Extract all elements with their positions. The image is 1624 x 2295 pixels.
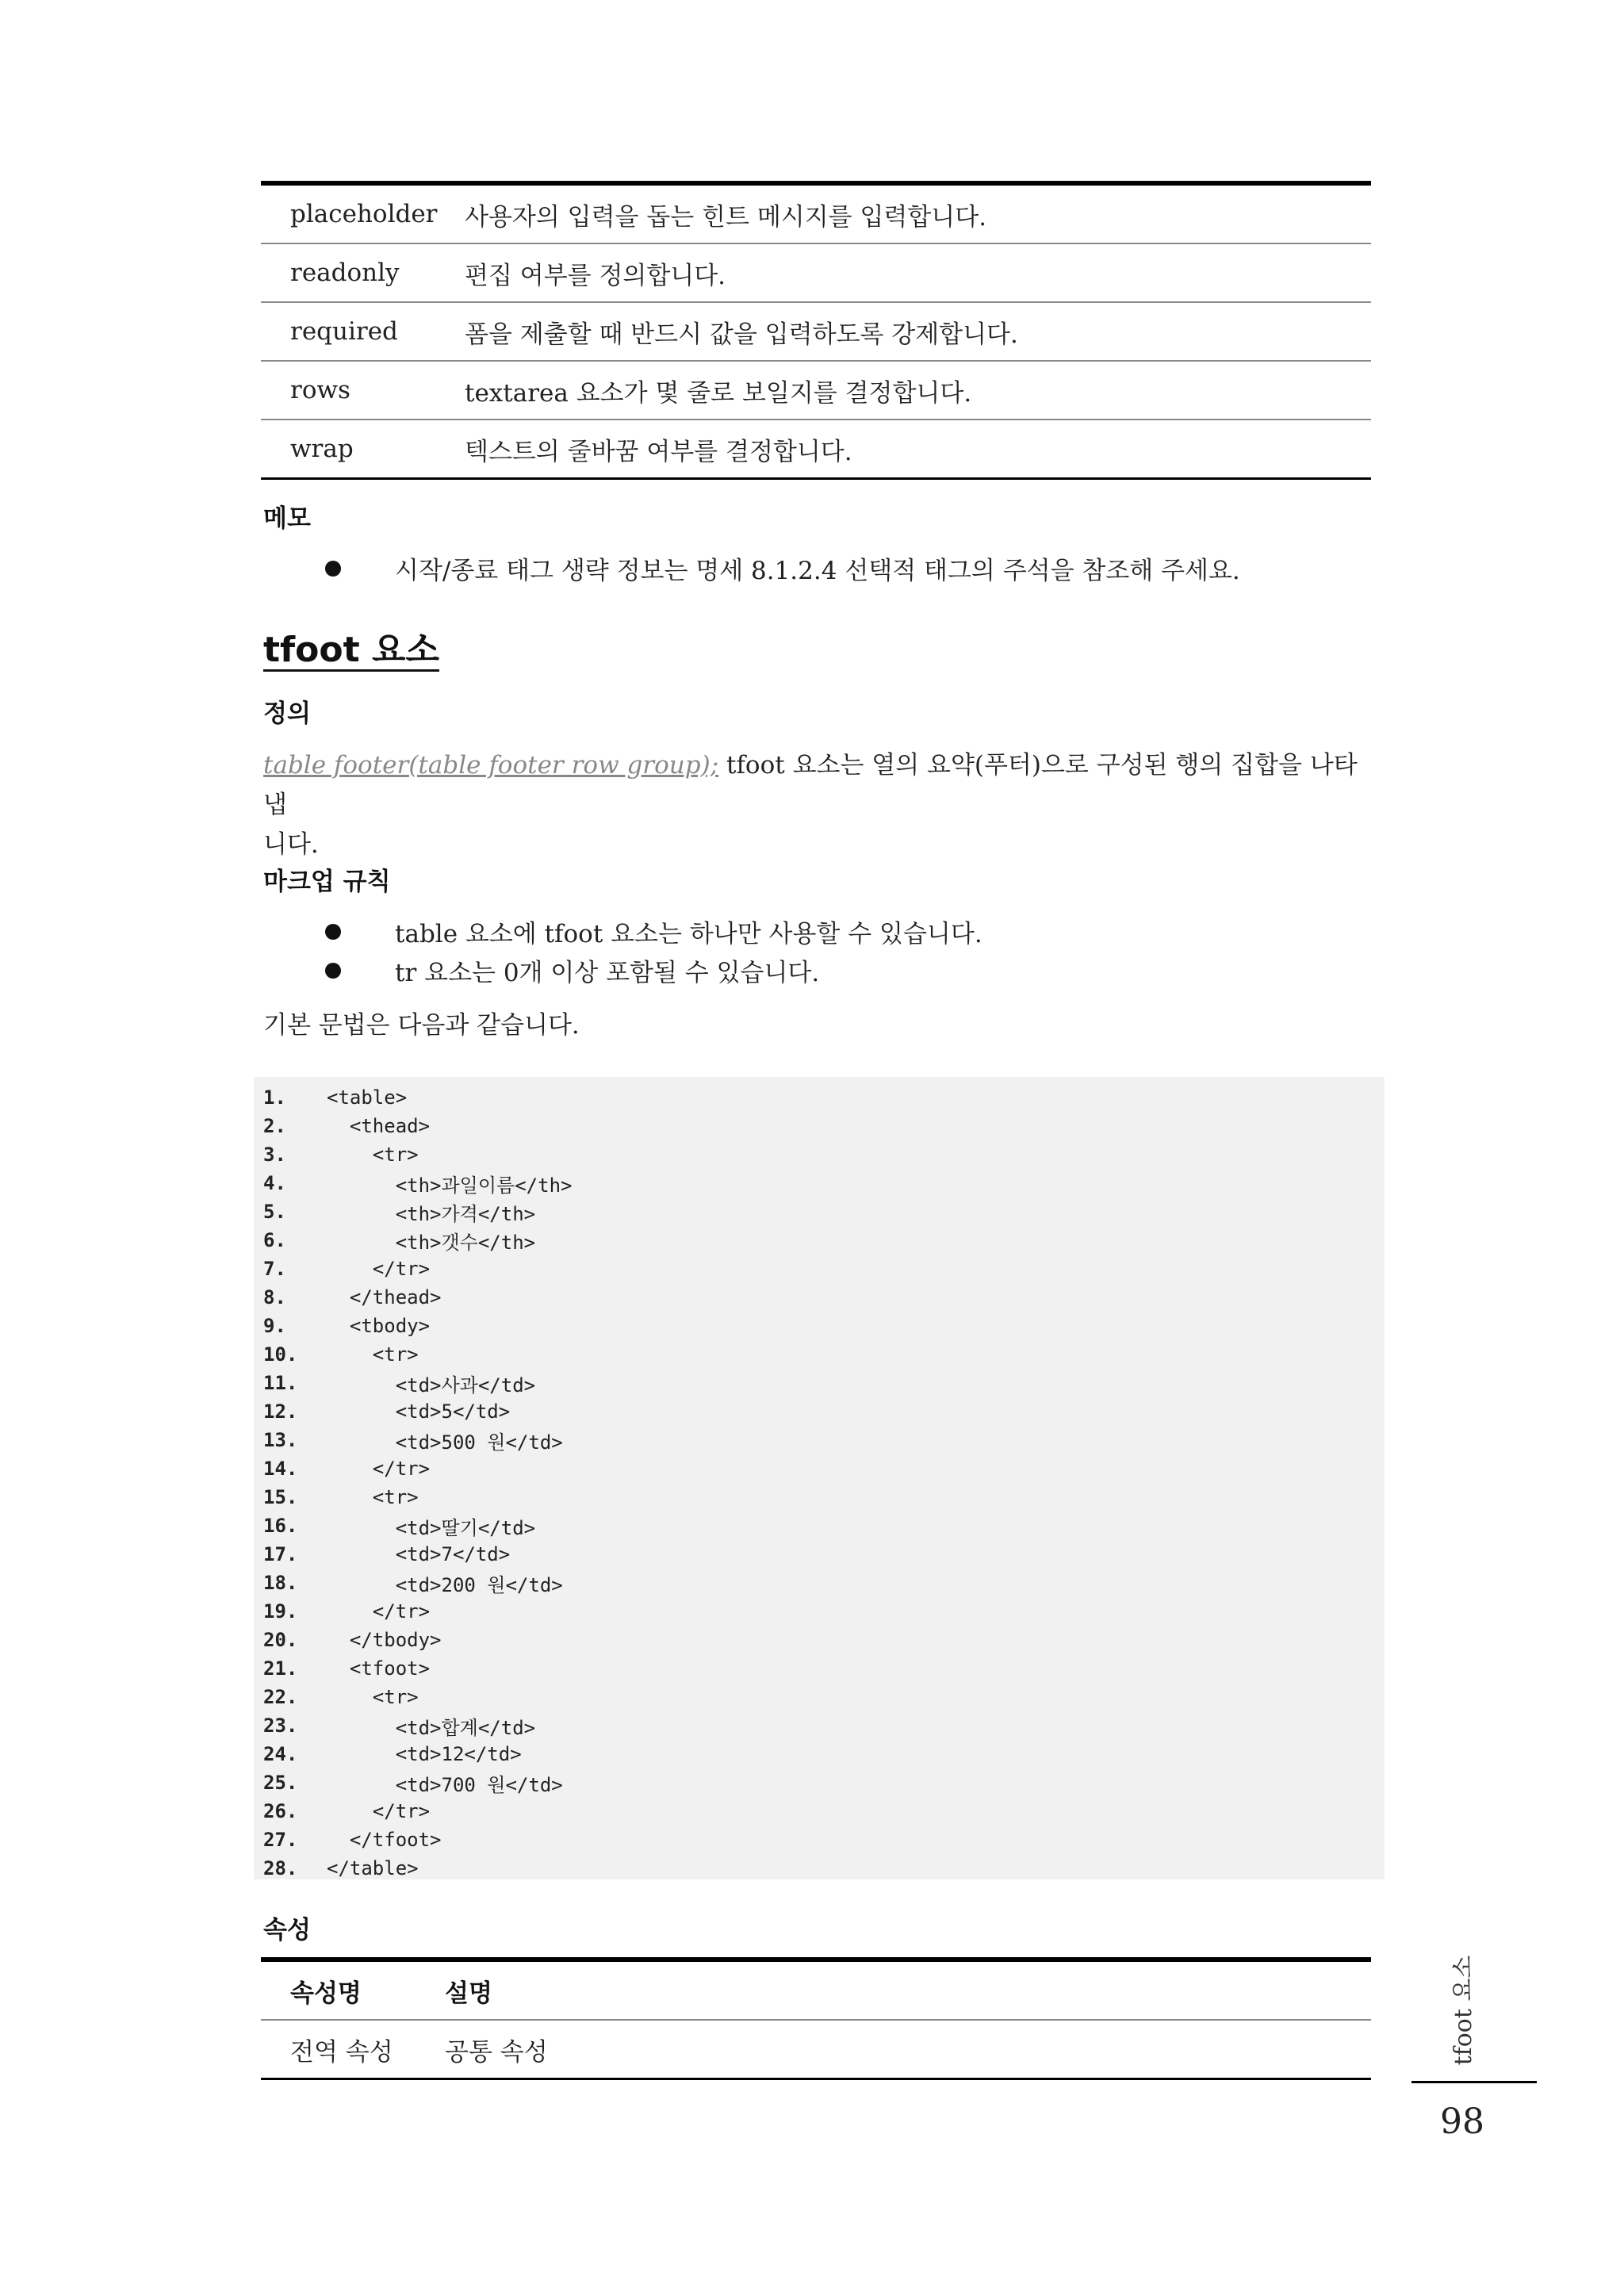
line-number: 8. — [263, 1286, 286, 1308]
code-text: <tr> — [327, 1486, 419, 1508]
table-header-row — [261, 1962, 1371, 2021]
rule-item — [325, 952, 819, 988]
code-line — [263, 1797, 430, 1826]
column-header-description: 설명 — [445, 1979, 492, 2008]
code-text: <tfoot> — [327, 1657, 431, 1680]
code-line — [263, 1397, 510, 1426]
code-text: </tr> — [327, 1458, 431, 1480]
code-line — [263, 1312, 430, 1340]
code-line — [263, 1740, 522, 1768]
line-number: 3. — [263, 1144, 286, 1166]
code-line — [263, 1426, 563, 1454]
memo-heading: 메모 — [263, 504, 311, 533]
side-tab-divider — [1411, 2081, 1537, 2083]
code-line — [263, 1140, 419, 1169]
attribute-name: readonly — [290, 259, 400, 287]
markup-rules-heading: 마크업 규칙 — [263, 868, 391, 896]
line-number: 2. — [263, 1115, 286, 1137]
code-text: <td>5</td> — [327, 1400, 511, 1423]
line-number: 23. — [263, 1715, 298, 1737]
line-number: 10. — [263, 1343, 298, 1366]
code-line — [263, 1626, 442, 1654]
code-text: <thead> — [327, 1115, 431, 1137]
attribute-table — [261, 181, 1371, 480]
code-text: <tr> — [327, 1686, 419, 1708]
code-line — [263, 1654, 430, 1683]
attribute-name: wrap — [290, 435, 354, 463]
line-number: 24. — [263, 1743, 298, 1765]
code-text: <td>사과</td> — [327, 1374, 536, 1397]
attribute-description: 편집 여부를 정의합니다. — [465, 261, 726, 290]
line-number: 28. — [263, 1857, 298, 1879]
table-row — [261, 2021, 1371, 2080]
line-number: 12. — [263, 1400, 298, 1423]
line-number: 6. — [263, 1229, 286, 1251]
memo-item-text: 시작/종료 태그 생략 정보는 명세 8.1.2.4 선택적 태그의 주석을 참조해 주세요. — [395, 557, 1240, 585]
code-text: </tbody> — [327, 1629, 442, 1651]
rule-item-text: table 요소에 tfoot 요소는 하나만 사용할 수 있습니다. — [395, 920, 982, 948]
line-number: 22. — [263, 1686, 298, 1708]
properties-table — [261, 1957, 1371, 2080]
code-line — [263, 1283, 442, 1312]
code-line — [263, 1511, 535, 1540]
table-row — [261, 186, 1371, 244]
line-number: 9. — [263, 1315, 286, 1337]
code-line — [263, 1197, 535, 1226]
code-text: </tr> — [327, 1600, 431, 1623]
bullet-icon — [325, 561, 341, 577]
code-text: </tr> — [327, 1800, 431, 1822]
memo-item — [325, 550, 1240, 586]
property-description: 공통 속성 — [445, 2037, 548, 2067]
code-text: </thead> — [327, 1286, 442, 1308]
code-line — [263, 1369, 535, 1397]
code-line — [263, 1340, 419, 1369]
code-line — [263, 1169, 572, 1197]
code-line — [263, 1711, 535, 1740]
table-row — [261, 244, 1371, 303]
line-number: 25. — [263, 1772, 298, 1794]
code-line — [263, 1454, 430, 1483]
code-line — [263, 1255, 430, 1283]
line-number: 11. — [263, 1372, 298, 1394]
code-text: </tr> — [327, 1258, 431, 1280]
bullet-icon — [325, 963, 341, 979]
line-number: 26. — [263, 1800, 298, 1822]
line-number: 16. — [263, 1515, 298, 1537]
code-text: <td>700 원</td> — [327, 1773, 563, 1796]
line-number: 19. — [263, 1600, 298, 1623]
term-link[interactable]: table footer(table footer row group); — [263, 751, 719, 780]
line-number: 18. — [263, 1572, 298, 1594]
line-number: 4. — [263, 1172, 286, 1194]
properties-heading: 속성 — [263, 1916, 311, 1944]
code-line — [263, 1083, 407, 1112]
table-row — [261, 420, 1371, 480]
code-text: <th>가격</th> — [327, 1202, 536, 1225]
code-text: <td>7</td> — [327, 1543, 511, 1565]
code-block — [254, 1077, 1385, 1879]
code-line — [263, 1226, 535, 1255]
line-number: 27. — [263, 1829, 298, 1851]
line-number: 5. — [263, 1201, 286, 1223]
attribute-description: textarea 요소가 몇 줄로 보일지를 결정합니다. — [465, 378, 972, 408]
code-line — [263, 1112, 430, 1140]
code-line — [263, 1597, 430, 1626]
column-header-name: 속성명 — [290, 1979, 362, 2008]
attribute-description: 폼을 제출할 때 반드시 값을 입력하도록 강제합니다. — [465, 320, 1018, 349]
code-line — [263, 1768, 563, 1797]
code-line — [263, 1483, 419, 1511]
code-text: <td>12</td> — [327, 1743, 522, 1765]
attribute-name: rows — [290, 376, 350, 404]
code-line — [263, 1683, 419, 1711]
table-row — [261, 303, 1371, 362]
definition-heading: 정의 — [263, 699, 311, 728]
attribute-name: required — [290, 317, 398, 346]
line-number: 1. — [263, 1086, 286, 1109]
code-line — [263, 1854, 419, 1883]
code-text: <td>합계</td> — [327, 1716, 536, 1739]
line-number: 17. — [263, 1543, 298, 1565]
rule-item — [325, 914, 982, 949]
side-tab — [1437, 1951, 1484, 2070]
line-number: 14. — [263, 1458, 298, 1480]
code-text: <td>딸기</td> — [327, 1516, 536, 1539]
code-text: <th>갯수</th> — [327, 1231, 536, 1254]
code-line — [263, 1826, 442, 1854]
code-text: <tbody> — [327, 1315, 431, 1337]
property-name: 전역 속성 — [290, 2037, 393, 2067]
code-text: <tr> — [327, 1144, 419, 1166]
code-text: </tfoot> — [327, 1829, 442, 1851]
side-tab-label: tfoot 요소 — [1450, 1955, 1477, 2066]
section-title: tfoot 요소 — [263, 630, 439, 670]
line-number: 20. — [263, 1629, 298, 1651]
rule-item-text: tr 요소는 0개 이상 포함될 수 있습니다. — [395, 959, 820, 987]
page-number: 98 — [1440, 2102, 1484, 2142]
table-row — [261, 362, 1371, 420]
definition-body-continued: 니다. — [263, 830, 319, 859]
line-number: 13. — [263, 1429, 298, 1451]
code-text: <th>과일이름</th> — [327, 1174, 573, 1197]
code-line — [263, 1540, 510, 1569]
line-number: 7. — [263, 1258, 286, 1280]
attribute-name: placeholder — [290, 200, 438, 228]
code-text: </table> — [327, 1857, 419, 1879]
syntax-intro: 기본 문법은 다음과 같습니다. — [263, 1011, 580, 1040]
definition-text — [263, 745, 1373, 864]
definition-body: tfoot 요소는 열의 요약(푸터)으로 구성된 행의 집합을 나타냅 — [263, 751, 1358, 819]
line-number: 15. — [263, 1486, 298, 1508]
code-text: <table> — [327, 1086, 408, 1109]
line-number: 21. — [263, 1657, 298, 1680]
code-line — [263, 1569, 563, 1597]
code-text: <tr> — [327, 1343, 419, 1366]
attribute-description: 사용자의 입력을 돕는 힌트 메시지를 입력합니다. — [465, 202, 987, 232]
bullet-icon — [325, 924, 341, 940]
code-text: <td>500 원</td> — [327, 1431, 563, 1454]
attribute-description: 텍스트의 줄바꿈 여부를 결정합니다. — [465, 437, 852, 466]
code-text: <td>200 원</td> — [327, 1573, 563, 1596]
